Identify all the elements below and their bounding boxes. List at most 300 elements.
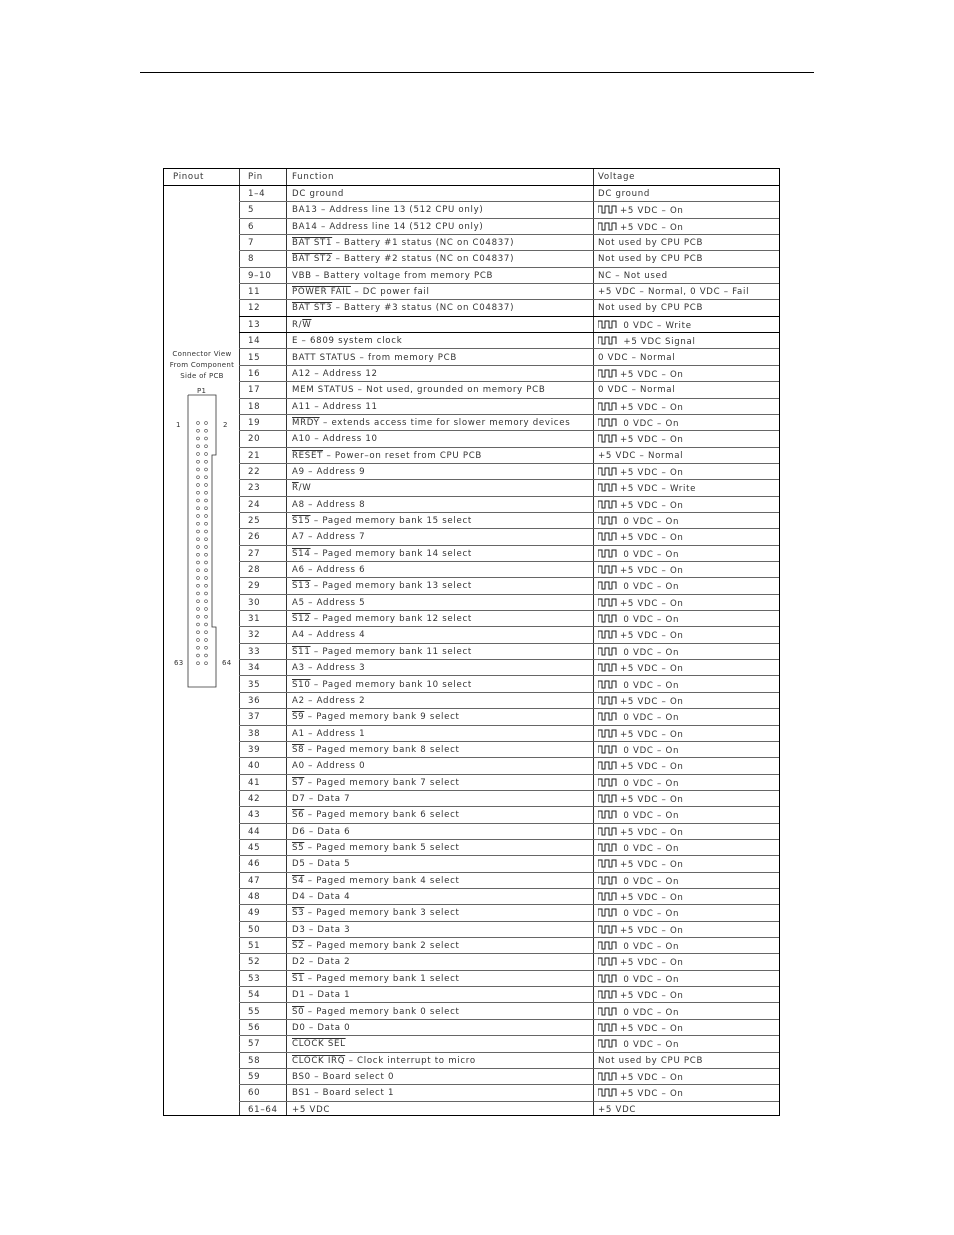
pin-function: [292, 369, 378, 379]
active-low-signal: $\overline{W}$: [302, 319, 312, 330]
function-text: – Clock interrupt to micro: [345, 1055, 476, 1066]
table-row: [239, 791, 779, 807]
pin-voltage: [598, 467, 684, 478]
pin-function: [292, 205, 483, 215]
square-wave-icon: [598, 336, 617, 345]
voltage-text: +5 VDC – On: [620, 1023, 684, 1034]
function-text: D0 – Data 0: [292, 1022, 351, 1033]
pin-voltage: [598, 254, 703, 264]
pin-function: [292, 1056, 476, 1066]
connector-pin: [197, 468, 200, 471]
pin-function: [292, 467, 365, 477]
connector-pin: [205, 623, 208, 626]
function-text: – extends access time for slower memory devices: [319, 417, 571, 428]
pin-function: [292, 729, 365, 739]
pin-function: [292, 925, 350, 935]
function-text: MEM STATUS – Not used, grounded on memory PCB: [292, 385, 546, 396]
connector-pin: [205, 553, 208, 556]
function-text: – DC power fail: [350, 287, 430, 298]
function-text: A12 – Address 12: [292, 368, 378, 379]
pin-number: 6: [248, 221, 255, 232]
pin-function: [292, 549, 472, 559]
function-text: – Battery #3 status (NC on C04837): [332, 303, 515, 314]
pin-number: 57: [248, 1039, 261, 1050]
top-rule: [140, 72, 814, 73]
pin-function: [292, 794, 350, 804]
connector-pin: [197, 608, 200, 611]
pin-function: [292, 663, 365, 673]
connector-pin: [197, 615, 200, 618]
header-function: Function: [292, 172, 335, 182]
pin-function: [292, 859, 350, 869]
voltage-text: 0 VDC – On: [620, 811, 680, 822]
pin-function: [292, 238, 514, 248]
square-wave-icon: [598, 974, 617, 983]
function-text: +5 VDC: [292, 1104, 331, 1115]
voltage-text: +5 VDC – On: [620, 435, 684, 446]
pin-voltage: [598, 925, 684, 936]
pin-function: [292, 320, 311, 330]
pin-voltage: [598, 876, 679, 887]
connector-pin: [197, 561, 200, 564]
pin-function: [292, 189, 344, 199]
connector-pin: [197, 522, 200, 525]
voltage-text: 0 VDC – On: [620, 745, 680, 756]
function-text: A2 – Address 2: [292, 695, 366, 706]
connector-pin: [197, 429, 200, 432]
active-low-signal: S5: [292, 843, 305, 853]
pin-voltage: [598, 663, 684, 674]
connector-pin: [197, 662, 200, 665]
square-wave-icon: [598, 320, 617, 329]
pin-function: [292, 614, 472, 624]
pin-function: [292, 630, 365, 640]
pin-number: 55: [248, 1006, 261, 1017]
table-row: [239, 873, 779, 889]
connector-pin: [205, 468, 208, 471]
pin-function: [292, 402, 378, 412]
voltage-text: +5 VDC – On: [620, 533, 684, 544]
pin-function: [292, 565, 365, 575]
table-row: [239, 824, 779, 840]
pin-function: [292, 712, 460, 722]
function-text: A0 – Address 0: [292, 761, 366, 772]
pin-number: 46: [248, 859, 261, 870]
active-low-signal: S10: [292, 679, 311, 690]
pin-function: [292, 908, 460, 918]
connector-pin: [205, 499, 208, 502]
connector-pin: [197, 453, 200, 456]
connector-pin: [205, 476, 208, 479]
table-row: [239, 709, 779, 725]
voltage-text: +5 VDC – On: [620, 598, 684, 609]
voltage-text: +5 VDC – On: [620, 566, 684, 577]
active-low-signal: S7: [292, 777, 305, 788]
pin-number: 15: [248, 352, 261, 363]
voltage-text: +5 VDC – Normal, 0 VDC – Fail: [598, 287, 750, 298]
pin-number: 31: [248, 614, 261, 625]
pin-voltage: [598, 827, 684, 838]
table-row: [239, 317, 779, 333]
table-row: [239, 284, 779, 300]
pin-voltage: [598, 908, 679, 919]
function-text: – Paged memory bank 0 select: [304, 1006, 460, 1017]
table-row: [239, 726, 779, 742]
pin-function: [292, 336, 402, 346]
function-text: A8 – Address 8: [292, 499, 366, 510]
pin-voltage: [598, 1039, 679, 1050]
table-row: [239, 448, 779, 464]
pin-voltage: [598, 1007, 679, 1018]
table-row: [239, 660, 779, 676]
voltage-text: +5 VDC – On: [620, 794, 684, 805]
pinout-table: [163, 168, 780, 1116]
function-text: – Paged memory bank 4 select: [304, 875, 460, 886]
square-wave-icon: [598, 876, 617, 885]
square-wave-icon: [598, 941, 617, 950]
pin-number: 27: [248, 548, 261, 559]
connector-pin: [205, 460, 208, 463]
square-wave-icon: [598, 369, 617, 378]
pin-number: 54: [248, 990, 261, 1001]
voltage-text: 0 VDC – On: [620, 549, 680, 560]
voltage-text: 0 VDC – On: [620, 582, 680, 593]
pin-number: 19: [248, 417, 261, 428]
header-pinout: Pinout: [173, 172, 205, 182]
pin-function: [292, 385, 545, 395]
connector-pin: [205, 507, 208, 510]
function-text: – Paged memory bank 3 select: [304, 908, 460, 919]
pin-voltage: [598, 287, 749, 297]
table-row: [239, 971, 779, 987]
square-wave-icon: [598, 1088, 617, 1097]
pin-voltage: [598, 581, 679, 592]
pin-function: [292, 810, 460, 820]
pin-function: [292, 745, 460, 755]
table-row: [239, 1085, 779, 1101]
square-wave-icon: [598, 205, 617, 214]
pin-number: 34: [248, 663, 261, 674]
voltage-text: +5 VDC – On: [620, 206, 684, 217]
square-wave-icon: [598, 827, 617, 836]
connector-pin: [205, 654, 208, 657]
pin-voltage: [598, 696, 684, 707]
pin-number: 5: [248, 205, 255, 216]
function-text: A3 – Address 3: [292, 663, 366, 674]
function-text: – Paged memory bank 2 select: [304, 941, 460, 952]
voltage-text: DC ground: [598, 189, 651, 199]
pin-number: 51: [248, 941, 261, 952]
voltage-text: +5 VDC – On: [620, 664, 684, 675]
connector-pin: [197, 577, 200, 580]
function-text: A4 – Address 4: [292, 630, 366, 641]
connector-pin: [197, 460, 200, 463]
function-text: R/: [292, 319, 303, 330]
connector-pin: [197, 592, 200, 595]
square-wave-icon: [598, 1072, 617, 1081]
pin-voltage: [598, 614, 679, 625]
connector-pin: [197, 639, 200, 642]
pin-voltage: [598, 598, 684, 609]
pin-function: [292, 876, 460, 886]
voltage-text: 0 VDC – On: [620, 844, 680, 854]
connector-pin: [205, 631, 208, 634]
voltage-text: +5 VDC – On: [620, 631, 684, 642]
square-wave-icon: [598, 990, 617, 999]
pin-voltage: [598, 500, 684, 511]
active-low-signal: $\overline{R}$: [292, 483, 299, 494]
pin-function: [292, 598, 365, 608]
pin-number: 25: [248, 516, 261, 526]
table-row: [239, 513, 779, 529]
pin-voltage: [598, 859, 684, 870]
table-row: [239, 938, 779, 954]
table-row: [239, 775, 779, 791]
active-low-signal: BAT ST2: [292, 254, 333, 265]
connector-pin: [197, 491, 200, 494]
connector-pin: [205, 615, 208, 618]
table-row: [239, 186, 779, 202]
connector-pin: [205, 639, 208, 642]
active-low-signal: S1: [292, 973, 305, 984]
function-text: A11 – Address 11: [292, 401, 378, 412]
pin-voltage: [598, 843, 679, 854]
pin-voltage: [598, 957, 684, 968]
square-wave-icon: [598, 859, 617, 868]
function-text: E – 6809 system clock: [292, 336, 403, 347]
table-row: [239, 497, 779, 513]
pin-function: [292, 696, 365, 706]
pin-voltage: [598, 418, 679, 429]
header-pin: Pin: [248, 172, 263, 182]
pin-function: [292, 254, 514, 264]
connector-pin: [197, 654, 200, 657]
voltage-text: Not used by CPU PCB: [598, 254, 704, 265]
active-low-signal: S0: [292, 1006, 305, 1017]
square-wave-icon: [598, 500, 617, 509]
pin-number: 11: [248, 287, 261, 298]
voltage-text: +5 VDC – On: [620, 500, 684, 511]
connector-pin: [197, 507, 200, 510]
square-wave-icon: [598, 532, 617, 541]
pin-number: 52: [248, 957, 261, 968]
voltage-text: 0 VDC – Normal: [598, 385, 676, 396]
square-wave-icon: [598, 843, 617, 852]
voltage-text: Not used by CPU PCB: [598, 238, 704, 249]
connector-pin: [205, 484, 208, 487]
pin-voltage: [598, 630, 684, 641]
table-row: [239, 627, 779, 643]
voltage-text: +5 VDC – On: [620, 1072, 684, 1083]
square-wave-icon: [598, 892, 617, 901]
pin-voltage: [598, 1105, 636, 1115]
square-wave-icon: [598, 908, 617, 917]
pin-number: 9–10: [248, 270, 272, 281]
table-row: [239, 251, 779, 267]
square-wave-icon: [598, 598, 617, 607]
table-row: [239, 300, 779, 316]
pin-function: [292, 1088, 394, 1098]
pin-number: 36: [248, 695, 261, 706]
pin-voltage: [598, 794, 684, 805]
pin-number: 49: [248, 908, 261, 919]
pin-function: [292, 974, 460, 984]
function-text: VBB – Battery voltage from memory PCB: [292, 270, 494, 281]
square-wave-icon: [598, 1007, 617, 1016]
square-wave-icon: [598, 418, 617, 427]
function-text: D6 – Data 6: [292, 826, 351, 837]
connector-pin: [205, 569, 208, 572]
active-low-signal: S9: [292, 712, 305, 723]
active-low-signal: S14: [292, 548, 311, 559]
pin-function: [292, 647, 472, 657]
function-text: A10 – Address 10: [292, 434, 378, 445]
active-low-signal: S2: [292, 941, 305, 952]
table-row: [239, 742, 779, 758]
pin-voltage: [598, 532, 684, 543]
active-low-signal: S11: [292, 646, 311, 657]
pin-function: [292, 827, 350, 837]
voltage-text: +5 VDC – On: [620, 1089, 684, 1100]
table-row: [239, 546, 779, 562]
pin-voltage: [598, 205, 684, 216]
pin-function: [292, 1023, 350, 1033]
function-text: A1 – Address 1: [292, 728, 366, 739]
connector-pin: [205, 515, 208, 518]
connector-pin: [197, 623, 200, 626]
square-wave-icon: [598, 1039, 617, 1048]
pin-number: 1–4: [248, 189, 266, 199]
square-wave-icon: [598, 712, 617, 721]
pin-voltage: [598, 745, 679, 756]
pin-voltage: [598, 451, 683, 461]
active-low-signal: S6: [292, 810, 305, 821]
table-row: [239, 856, 779, 872]
table-row: [239, 1020, 779, 1036]
voltage-text: 0 VDC – On: [620, 778, 680, 789]
pin-voltage: [598, 320, 692, 331]
pin-voltage: [598, 336, 696, 347]
pin-number: 44: [248, 826, 261, 837]
function-text: – Paged memory bank 7 select: [304, 777, 460, 788]
voltage-text: +5 VDC – On: [620, 467, 684, 478]
active-low-signal: BAT ST3: [292, 303, 333, 314]
square-wave-icon: [598, 565, 617, 574]
connector-pin: [197, 569, 200, 572]
table-row: [239, 1069, 779, 1085]
square-wave-icon: [598, 516, 617, 525]
pin-number: 13: [248, 319, 261, 330]
pin-number: 47: [248, 875, 261, 886]
function-text: – Paged memory bank 11 select: [310, 646, 472, 657]
pin-voltage: [598, 1088, 684, 1099]
pin-voltage: [598, 549, 679, 560]
active-low-signal: MRDY: [292, 417, 320, 428]
connector-pin: [205, 592, 208, 595]
function-text: D2 – Data 2: [292, 957, 351, 968]
function-text: – Paged memory bank 13 select: [310, 581, 472, 592]
pin-function: [292, 500, 365, 510]
pin-number: 33: [248, 646, 261, 657]
pin-number: 41: [248, 777, 261, 788]
table-row: [239, 350, 779, 366]
pin-number: 21: [248, 450, 261, 461]
pin-function: [292, 271, 493, 281]
pin-number: 60: [248, 1088, 261, 1099]
connector-pin: [197, 584, 200, 587]
table-row: [239, 1004, 779, 1020]
square-wave-icon: [598, 794, 617, 803]
function-text: – Battery #2 status (NC on C04837): [332, 254, 515, 265]
active-low-signal: BAT ST1: [292, 238, 333, 249]
table-row: [239, 1036, 779, 1052]
voltage-text: +5 VDC – On: [620, 893, 684, 904]
table-row: [239, 677, 779, 693]
function-text: – Paged memory bank 6 select: [304, 810, 460, 821]
pin-number: 28: [248, 565, 261, 576]
connector-pin: [197, 631, 200, 634]
square-wave-icon: [598, 778, 617, 787]
pin-function: [292, 761, 365, 771]
active-low-signal: S3: [292, 908, 305, 919]
pin-voltage: [598, 1056, 703, 1066]
connector-pin: [205, 522, 208, 525]
function-text: D5 – Data 5: [292, 859, 351, 870]
square-wave-icon: [598, 729, 617, 738]
connector-pin: [197, 515, 200, 518]
table-row: [239, 807, 779, 823]
square-wave-icon: [598, 402, 617, 411]
pin-function: [292, 353, 457, 363]
function-text: – Power–on reset from CPU PCB: [323, 450, 483, 461]
table-row: [239, 905, 779, 921]
pin-voltage: [598, 434, 684, 445]
pin-function: [292, 957, 350, 967]
square-wave-icon: [598, 434, 617, 443]
connector-diagram: [184, 395, 220, 687]
active-low-signal: S8: [292, 744, 305, 755]
voltage-text: 0 VDC – On: [620, 974, 680, 985]
pin-function: [292, 222, 483, 232]
connector-pin: [205, 584, 208, 587]
active-low-signal: CLOCK SEL: [292, 1039, 346, 1050]
pin-voltage: [598, 729, 684, 740]
pin-function: [292, 778, 460, 788]
pin-number-1: 1: [176, 421, 181, 429]
function-text: BA13 – Address line 13 (512 CPU only): [292, 205, 484, 216]
voltage-text: 0 VDC – On: [620, 647, 680, 658]
connector-pin: [197, 437, 200, 440]
pin-number: 17: [248, 385, 261, 396]
voltage-text: 0 VDC – On: [620, 876, 680, 887]
pin-number: 37: [248, 712, 261, 723]
pin-function: [292, 941, 460, 951]
table-body: [239, 186, 779, 1115]
square-wave-icon: [598, 925, 617, 934]
connector-pin: [197, 646, 200, 649]
function-text: BS0 – Board select 0: [292, 1071, 395, 1082]
pin-number: 16: [248, 368, 261, 379]
connector-pin: [197, 546, 200, 549]
table-row: [239, 987, 779, 1003]
function-text: D1 – Data 1: [292, 990, 351, 1001]
table-row: [239, 399, 779, 415]
square-wave-icon: [598, 745, 617, 754]
table-row: [239, 1053, 779, 1069]
voltage-text: +5 VDC – On: [620, 958, 684, 969]
voltage-text: 0 VDC – On: [620, 1007, 680, 1018]
connector-pin: [205, 491, 208, 494]
